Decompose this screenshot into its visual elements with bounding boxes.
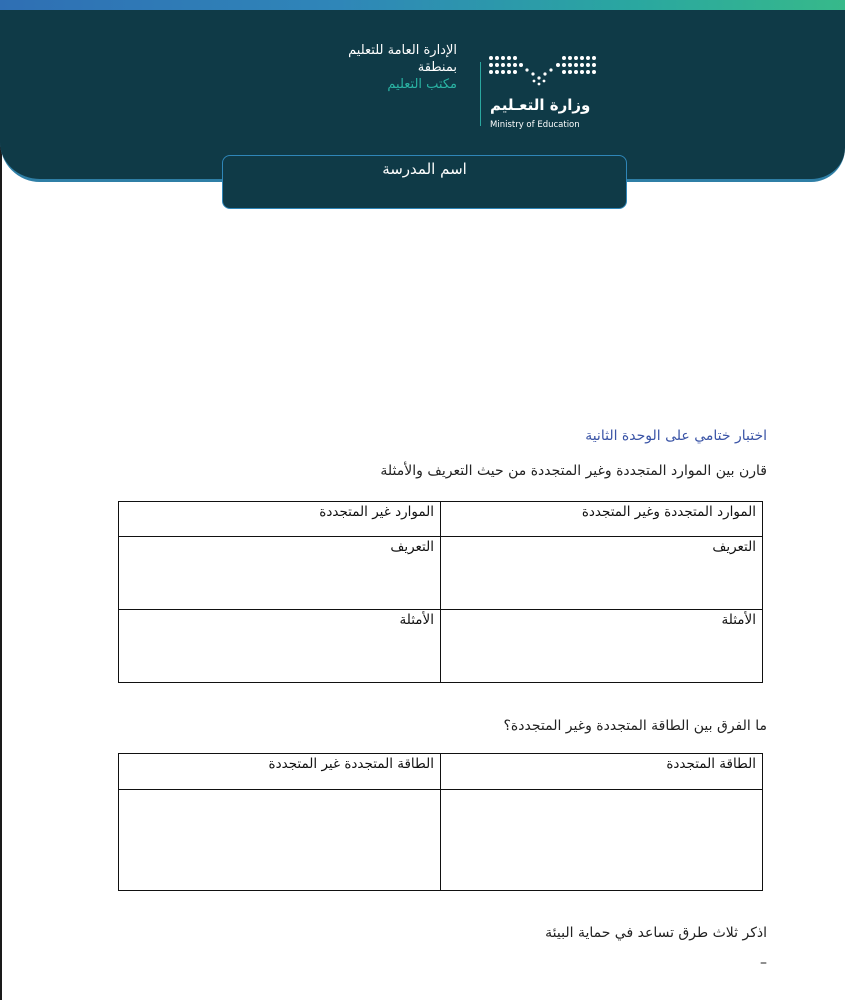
question-3-prompt: اذكر ثلاث طرق تساعد في حماية البيئة	[545, 925, 767, 941]
table-row	[119, 610, 763, 683]
exam-title: اختبار ختامي على الوحدة الثانية	[585, 428, 767, 444]
question-1-prompt: قارن بين الموارد المتجددة وغير المتجددة من حيث التعريف والأمثلة	[380, 463, 767, 479]
question-2-prompt: ما الفرق بين الطاقة المتجددة وغير المتجددة؟	[503, 718, 767, 734]
answer-line-marker[interactable]: –	[760, 955, 767, 971]
q2-answer-right[interactable]	[441, 790, 763, 891]
school-name-label: اسم المدرسة	[382, 160, 467, 178]
school-name-box	[222, 155, 627, 209]
question-1-table	[118, 501, 763, 683]
table-row	[119, 502, 763, 537]
q2-header-left: الطاقة المتجددة غير المتجددة	[119, 754, 441, 790]
table-row	[119, 537, 763, 610]
question-2-table	[118, 753, 763, 891]
administration-block	[348, 42, 457, 93]
table-row	[119, 790, 763, 891]
q2-answer-left[interactable]	[119, 790, 441, 891]
ministry-dots-icon	[488, 54, 598, 94]
admin-line-2: بمنطقة	[417, 60, 457, 75]
ministry-name-arabic: وزارة التعـليم	[490, 96, 591, 114]
table-row	[119, 754, 763, 790]
q1-definition-right[interactable]: التعريف	[441, 537, 763, 610]
q1-header-right: الموارد المتجددة وغير المتجددة	[441, 502, 763, 537]
q1-examples-right[interactable]: الأمثلة	[441, 610, 763, 683]
q1-definition-left[interactable]: التعريف	[119, 537, 441, 610]
office-label: مكتب التعليم	[387, 77, 457, 92]
logo-divider	[480, 62, 481, 126]
q2-header-right: الطاقة المتجددة	[441, 754, 763, 790]
q1-header-left: الموارد غير المتجددة	[119, 502, 441, 537]
ministry-name-english: Ministry of Education	[490, 120, 580, 130]
admin-line-1: الإدارة العامة للتعليم	[348, 43, 457, 58]
q1-examples-left[interactable]: الأمثلة	[119, 610, 441, 683]
